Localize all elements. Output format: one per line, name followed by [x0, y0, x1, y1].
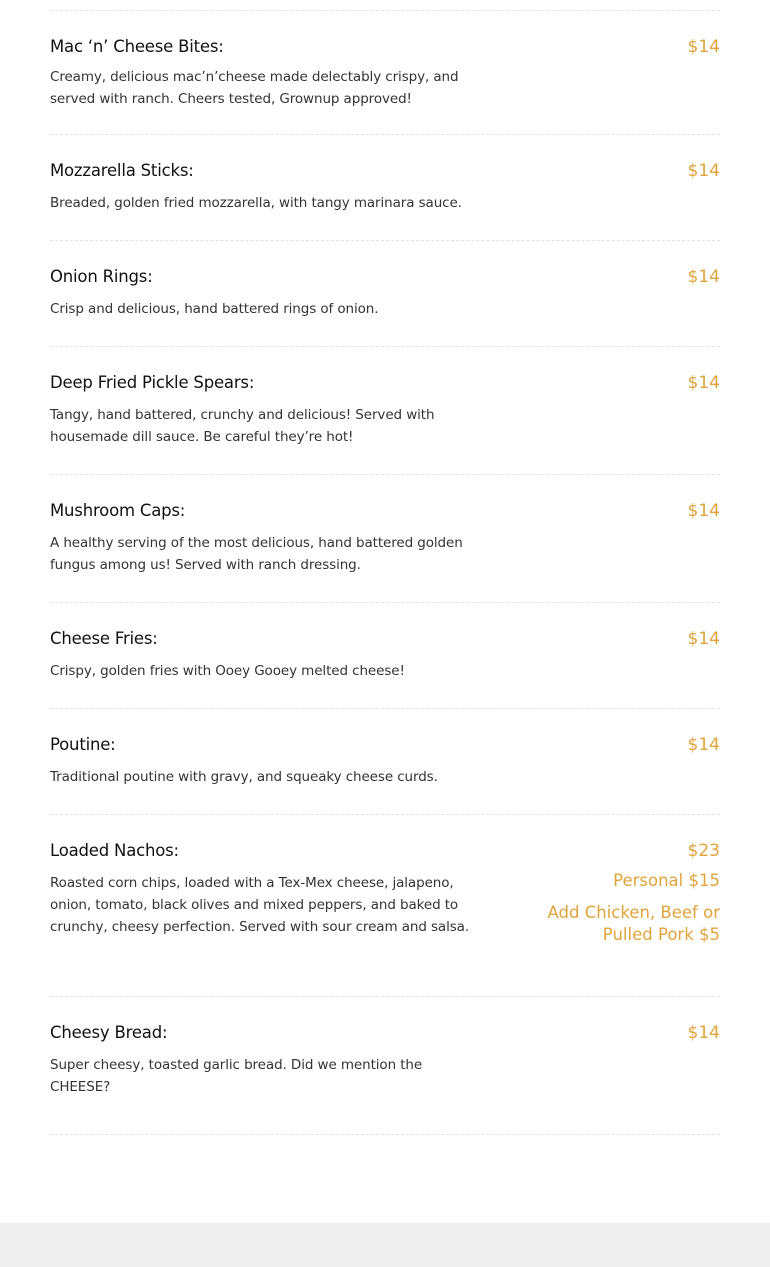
item-name: Cheese Fries: [50, 629, 158, 648]
item-name: Mac ‘n’ Cheese Bites: [50, 37, 224, 56]
item-description: Creamy, delicious mac’n’cheese made delectably crispy, and served with ranch. Cheers tested, Grownup approved! [50, 69, 459, 107]
menu-item-mushroom-caps [50, 500, 720, 603]
price-column [520, 372, 720, 394]
item-description: Breaded, golden fried mozzarella, with tangy marinara sauce. [50, 195, 462, 211]
item-description: Crispy, golden fries with Ooey Gooey melted cheese! [50, 663, 405, 679]
menu-item-deep-fried-pickle-spears [50, 372, 720, 475]
price-column [520, 160, 720, 182]
menu-item-cheesy-bread [50, 1022, 720, 1135]
item-price: $14 [687, 501, 720, 521]
price-column [520, 840, 720, 946]
menu-item-cheese-fries [50, 628, 720, 709]
price-column [520, 1022, 720, 1044]
item-name: Mushroom Caps: [50, 501, 186, 520]
menu-item-poutine [50, 734, 720, 815]
item-price: $14 [687, 1023, 720, 1043]
item-description: Tangy, hand battered, crunchy and delicious! Served with housemade dill sauce. Be careful they’re hot! [50, 407, 435, 445]
item-name: Deep Fried Pickle Spears: [50, 373, 255, 392]
item-name: Mozzarella Sticks: [50, 161, 194, 180]
item-name: Onion Rings: [50, 267, 153, 286]
menu-item-mac-n-cheese-bites [50, 36, 720, 135]
item-description: Traditional poutine with gravy, and squeaky cheese curds. [50, 769, 438, 785]
item-price: $23 [687, 841, 720, 861]
item-price: $14 [687, 629, 720, 649]
item-price: $14 [687, 373, 720, 393]
top-divider [50, 10, 720, 11]
menu-item-loaded-nachos [50, 840, 720, 997]
price-column [520, 500, 720, 522]
menu-item-onion-rings [50, 266, 720, 347]
page-footer [0, 1223, 770, 1267]
price-column [520, 628, 720, 650]
price-column [520, 266, 720, 288]
item-name: Loaded Nachos: [50, 841, 179, 860]
price-column [520, 36, 720, 58]
item-price-personal: Personal $15 [613, 871, 720, 890]
item-name: Cheesy Bread: [50, 1023, 168, 1042]
item-description: Super cheesy, toasted garlic bread. Did we mention the CHEESE? [50, 1057, 423, 1095]
item-description: Crisp and delicious, hand battered rings of onion. [50, 301, 379, 317]
item-name: Poutine: [50, 735, 116, 754]
item-price: $14 [687, 37, 720, 57]
price-column [520, 734, 720, 756]
item-price: $14 [687, 735, 720, 755]
item-description: A healthy serving of the most delicious, hand battered golden fungus among us! Served with ranch dressing. [50, 535, 463, 573]
item-price-addon: Add Chicken, Beef or Pulled Pork $5 [547, 903, 720, 944]
menu-item-mozzarella-sticks [50, 160, 720, 241]
item-description: Roasted corn chips, loaded with a Tex-Mex cheese, jalapeno, onion, tomato, black olives and mixed peppers, and baked to crunchy, cheesy perfection. Served with sour cream and salsa. [50, 875, 470, 935]
item-price: $14 [687, 161, 720, 181]
item-price: $14 [687, 267, 720, 287]
